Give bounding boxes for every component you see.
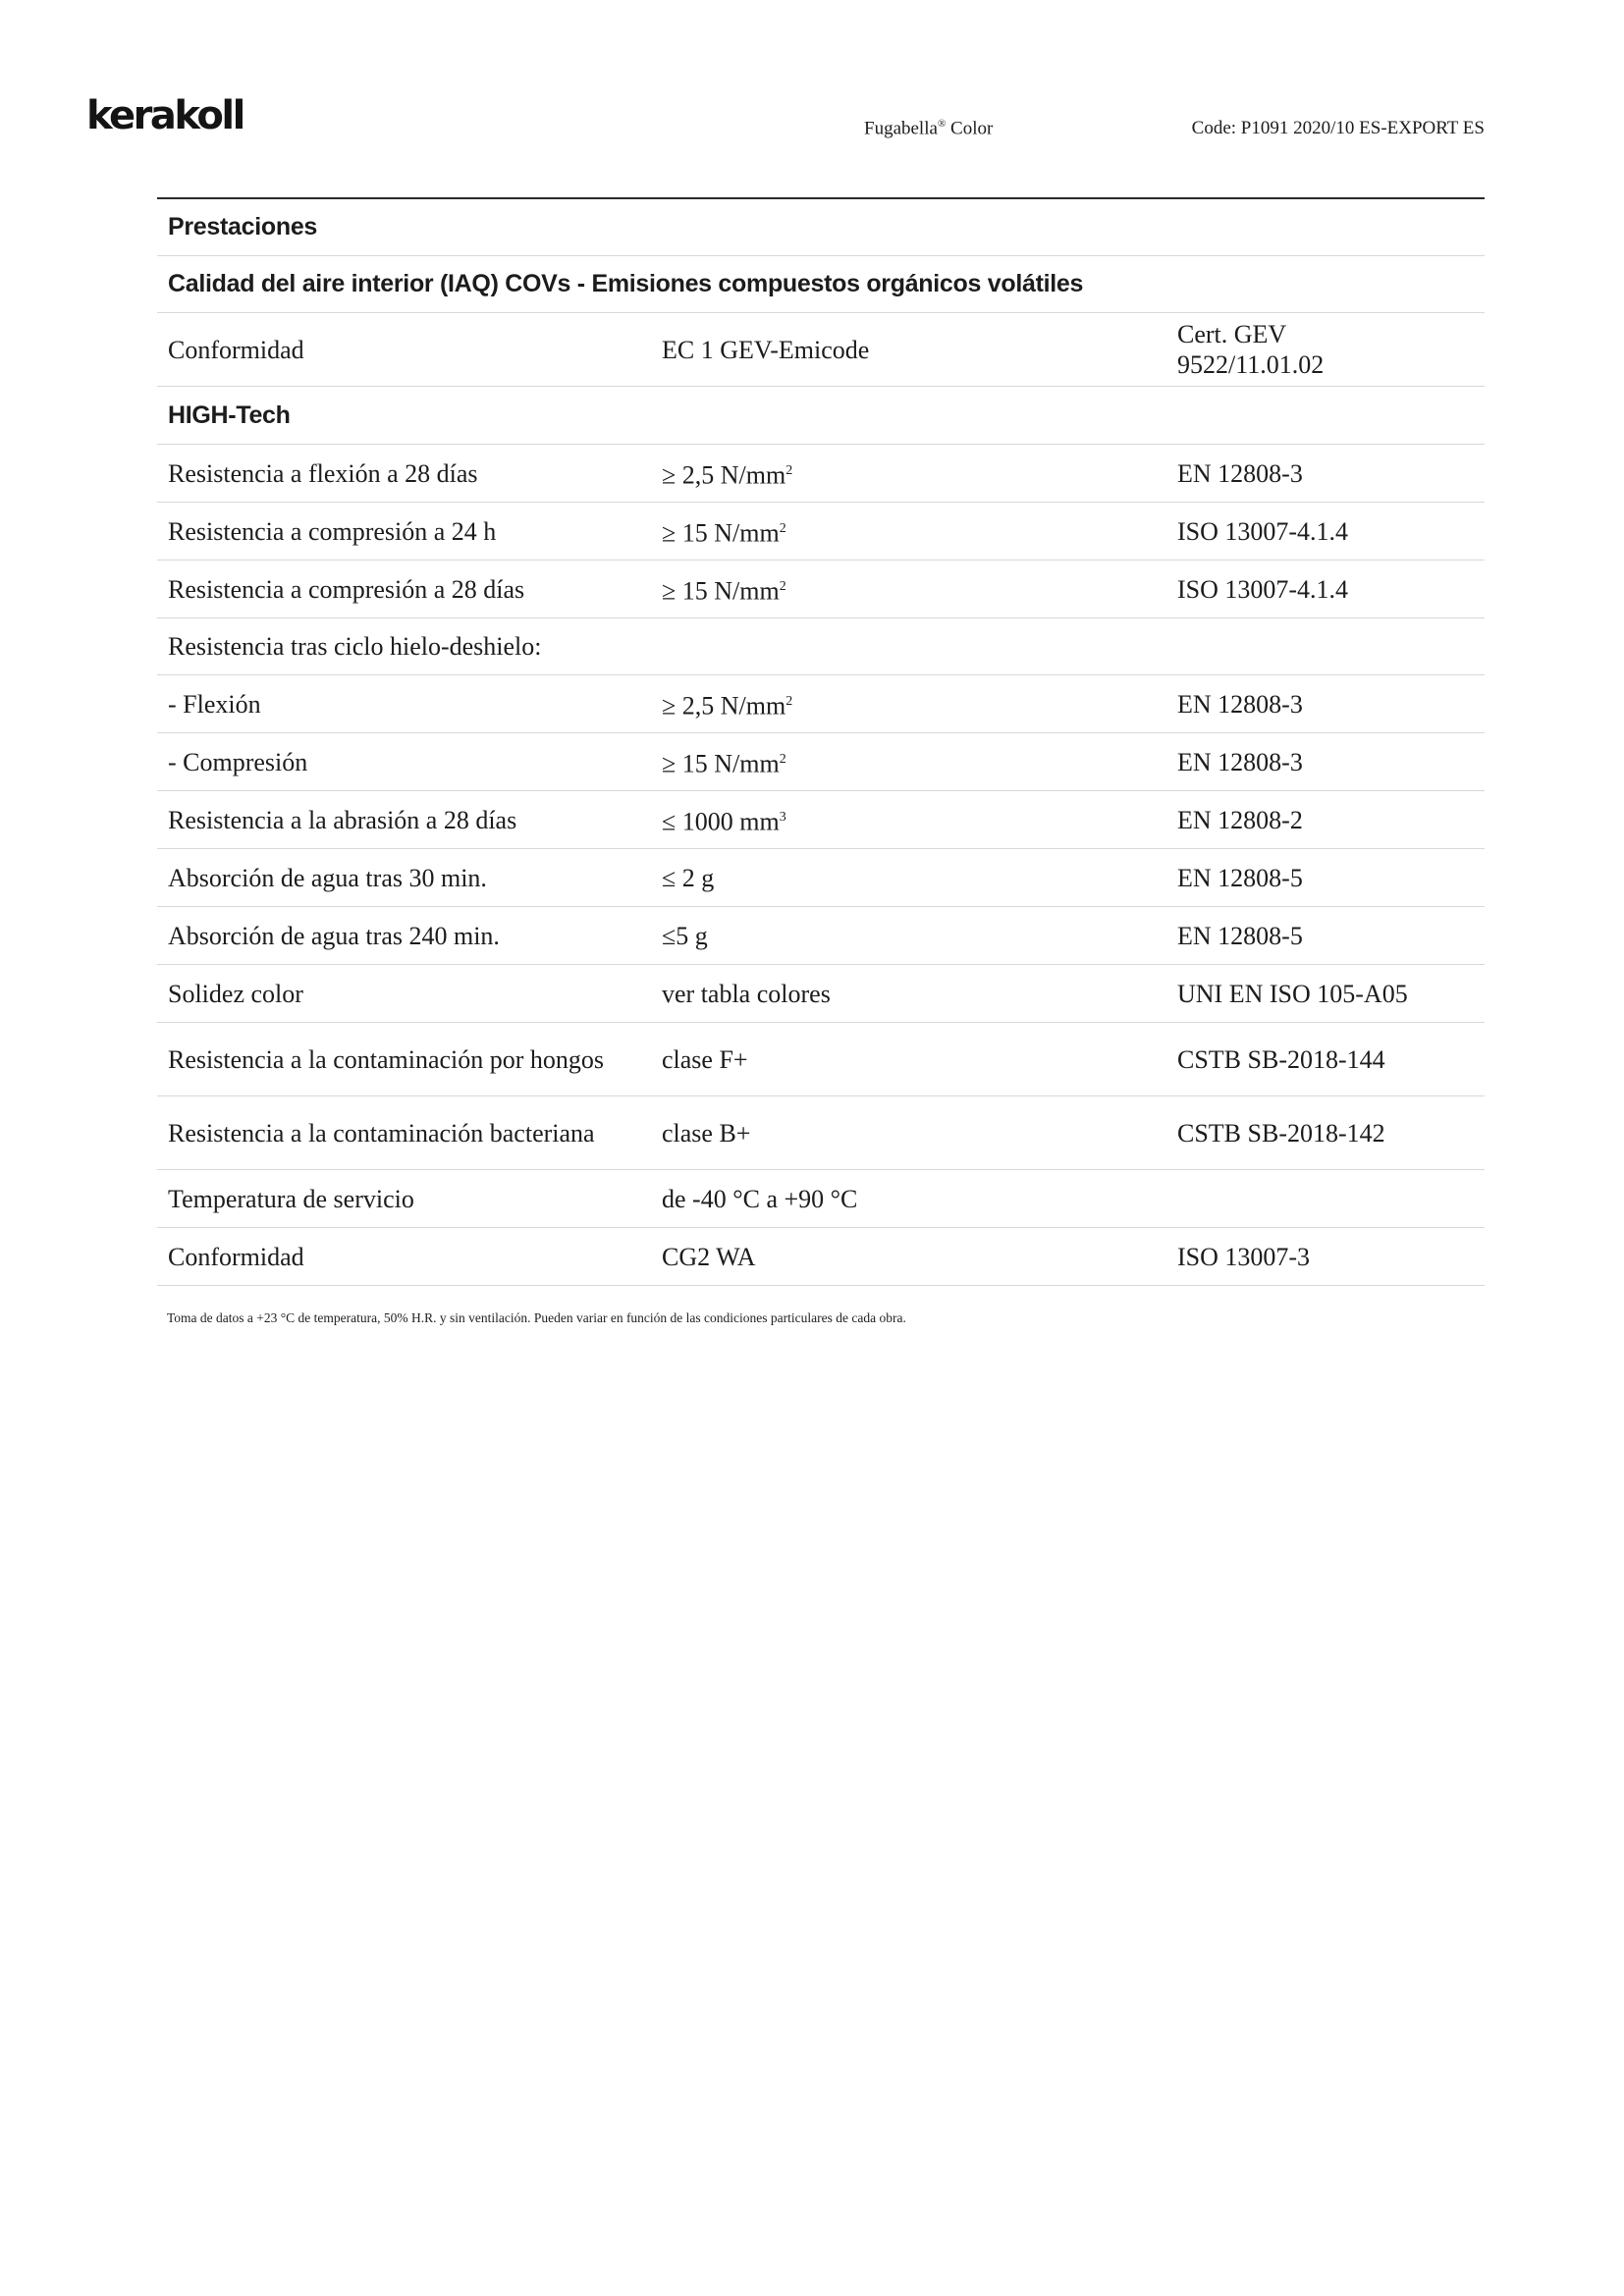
row-label: Resistencia a compresión a 24 h <box>168 516 497 546</box>
row-norm: EN 12808-2 <box>1177 805 1303 834</box>
row-value-text: ver tabla colores <box>662 979 831 1008</box>
table-row <box>157 907 1485 965</box>
row-norm-line-2: 9522/11.01.02 <box>1177 350 1325 379</box>
table-row <box>157 618 1485 675</box>
section-prestaciones: Prestaciones <box>168 213 318 240</box>
row-norm: EN 12808-3 <box>1177 458 1303 488</box>
row-value <box>651 921 1166 951</box>
table-row <box>157 791 1485 849</box>
row-value <box>651 863 1166 893</box>
unit-exponent: 2 <box>779 579 786 595</box>
table-row <box>157 849 1485 907</box>
row-norm-line-1: Cert. GEV <box>1177 320 1287 348</box>
unit-exponent: 2 <box>785 463 793 479</box>
row-label: Resistencia tras ciclo hielo-deshielo: <box>168 632 542 661</box>
table-row <box>157 445 1485 503</box>
row-value <box>651 1118 1166 1148</box>
row-label: - Compresión <box>168 747 308 776</box>
row-value-text: clase B+ <box>662 1118 751 1148</box>
table-row <box>157 1096 1485 1170</box>
row-norm: CSTB SB-2018-142 <box>1177 1118 1385 1148</box>
performance-table <box>157 197 1485 1286</box>
row-value <box>651 1242 1166 1272</box>
row-label: - Flexión <box>168 689 261 719</box>
row-value-text: ≥ 15 N/mm <box>662 749 780 778</box>
row-norm: CSTB SB-2018-144 <box>1177 1044 1385 1074</box>
row-label: Absorción de agua tras 30 min. <box>168 863 487 892</box>
row-label: Solidez color <box>168 979 303 1008</box>
data-rows <box>157 445 1485 1286</box>
kerakoll-logo: kerakoll <box>86 93 244 138</box>
row-value-text: ≤ 2 g <box>662 863 715 892</box>
row-label: Temperatura de servicio <box>168 1184 414 1213</box>
row-norm: ISO 13007-3 <box>1177 1242 1311 1271</box>
unit-exponent: 2 <box>785 694 793 710</box>
row-value-text: CG2 WA <box>662 1242 756 1271</box>
row-norm: EN 12808-5 <box>1177 921 1303 950</box>
row-label: Absorción de agua tras 240 min. <box>168 921 500 950</box>
row-label: Conformidad <box>168 1242 304 1271</box>
table-row <box>157 1170 1485 1228</box>
unit-exponent: 3 <box>779 810 786 826</box>
product-name <box>864 118 993 139</box>
table-row <box>157 965 1485 1023</box>
row-value <box>651 802 1166 837</box>
row-value-text: clase F+ <box>662 1044 748 1074</box>
row-value <box>651 1184 1166 1214</box>
section-header-row <box>157 387 1485 445</box>
row-value <box>651 513 1166 549</box>
row-value <box>651 571 1166 607</box>
row-label: Resistencia a la contaminación por hongos <box>168 1044 605 1074</box>
row-label: Conformidad <box>168 335 304 364</box>
row-label: Resistencia a compresión a 28 días <box>168 574 525 604</box>
row-norm: EN 12808-3 <box>1177 689 1303 719</box>
row-norm <box>1166 319 1485 380</box>
table-row <box>157 503 1485 561</box>
table-row <box>157 313 1485 387</box>
row-value-text: ≥ 2,5 N/mm <box>662 691 786 721</box>
row-value-text: ≥ 2,5 N/mm <box>662 460 786 490</box>
row-norm: UNI EN ISO 105-A05 <box>1177 979 1408 1008</box>
row-value-text: ≤ 1000 mm <box>662 807 780 836</box>
registered-mark: ® <box>937 118 947 130</box>
row-label: Resistencia a flexión a 28 días <box>168 458 478 488</box>
row-norm: EN 12808-5 <box>1177 863 1303 892</box>
table-row <box>157 675 1485 733</box>
row-value-text: de -40 °C a +90 °C <box>662 1184 858 1213</box>
section-header-row <box>157 199 1485 256</box>
row-value <box>651 744 1166 779</box>
row-norm: EN 12808-3 <box>1177 747 1303 776</box>
document-code: Code: P1091 2020/10 ES-EXPORT ES <box>1191 118 1485 138</box>
row-label: Resistencia a la abrasión a 28 días <box>168 805 517 834</box>
row-value <box>651 1044 1166 1075</box>
row-value-text: ≥ 15 N/mm <box>662 576 780 606</box>
section-header-row <box>157 256 1485 313</box>
row-value-text: ≤5 g <box>662 921 708 950</box>
row-norm: ISO 13007-4.1.4 <box>1177 516 1349 546</box>
section-hightech: HIGH-Tech <box>168 400 291 429</box>
unit-exponent: 2 <box>779 521 786 537</box>
table-row <box>157 561 1485 618</box>
product-name-text: Fugabella <box>864 118 938 139</box>
footnote: Toma de datos a +23 °C de temperatura, 50% H.R. y sin ventilación. Pueden variar en función de las condiciones particulares de cada obra. <box>167 1310 906 1325</box>
row-value <box>651 686 1166 721</box>
row-value <box>651 455 1166 491</box>
table-row <box>157 733 1485 791</box>
row-label: Resistencia a la contaminación bacteriana <box>168 1118 595 1148</box>
row-value: EC 1 GEV-Emicode <box>662 335 870 364</box>
row-value-text: ≥ 15 N/mm <box>662 518 780 548</box>
row-norm: ISO 13007-4.1.4 <box>1177 574 1349 604</box>
table-row <box>157 1023 1485 1096</box>
product-name-suffix: Color <box>946 118 994 139</box>
row-value <box>651 979 1166 1009</box>
table-row <box>157 1228 1485 1286</box>
section-iaq: Calidad del aire interior (IAQ) COVs - Emisiones compuestos orgánicos volátiles <box>168 270 1084 297</box>
unit-exponent: 2 <box>779 752 786 768</box>
